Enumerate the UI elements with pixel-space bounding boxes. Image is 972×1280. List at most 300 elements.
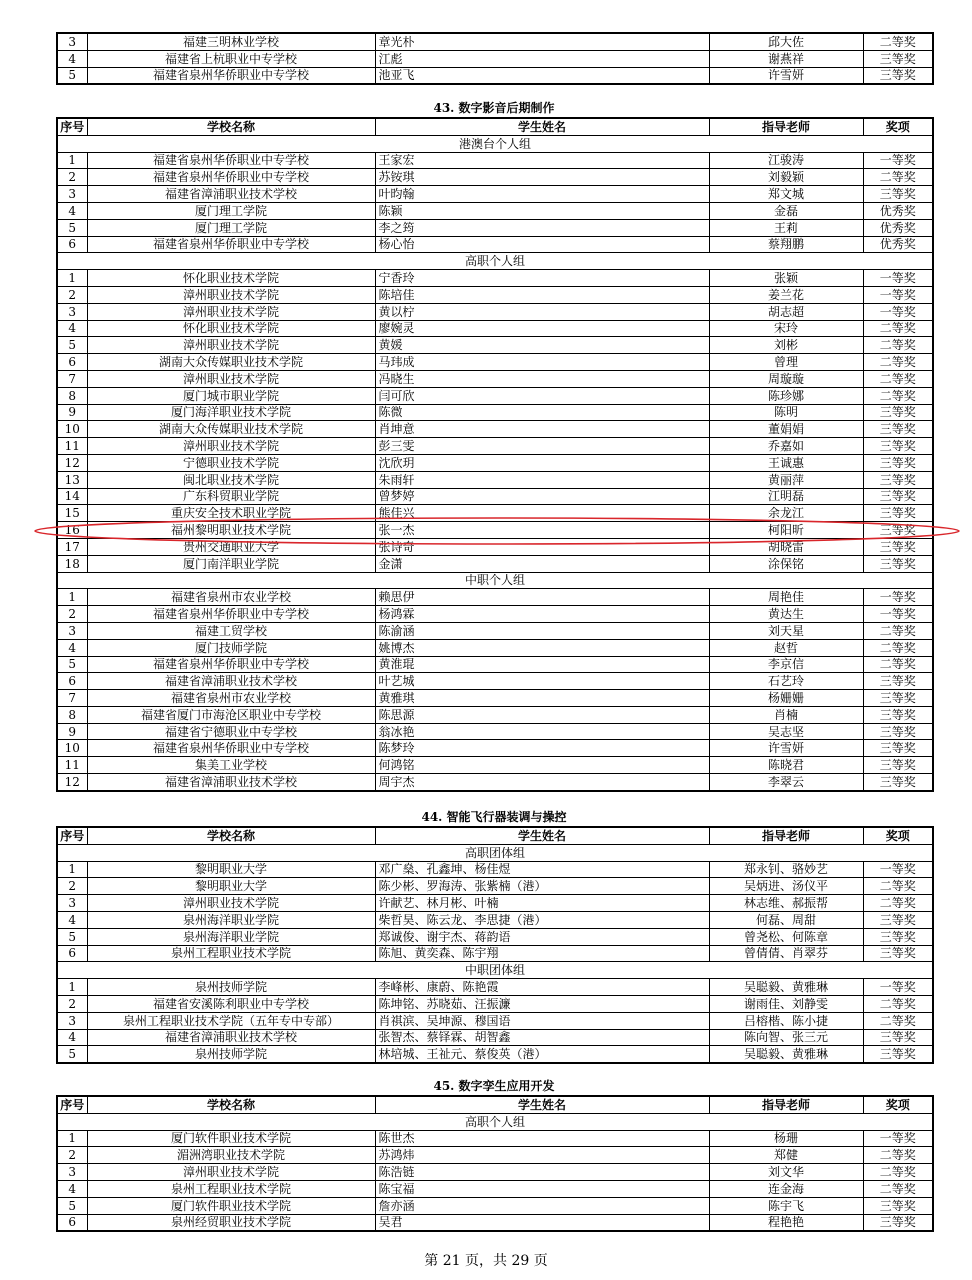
school-name-cell: 泉州工程职业技术学院	[87, 945, 375, 962]
award-cell: 二等奖	[863, 639, 933, 656]
school-name-cell: 漳州职业技术学院	[87, 303, 375, 320]
row-number-cell: 10	[57, 740, 87, 757]
teacher-name-cell: 蔡翔鹏	[709, 236, 863, 253]
table-row	[57, 1046, 933, 1063]
table-row	[57, 928, 933, 945]
teacher-name-cell: 黄丽萍	[709, 471, 863, 488]
table-row	[57, 861, 933, 878]
row-number-cell: 1	[57, 979, 87, 996]
school-name-cell: 黎明职业大学	[87, 861, 375, 878]
student-name-cell: 章光朴	[375, 33, 709, 50]
group-row	[57, 1113, 933, 1130]
row-number-cell: 9	[57, 404, 87, 421]
row-number-cell: 2	[57, 169, 87, 186]
school-name-cell: 福建工贸学校	[87, 622, 375, 639]
teacher-name-cell: 陈珍娜	[709, 387, 863, 404]
student-name-cell: 赖思伊	[375, 589, 709, 606]
row-number-cell: 1	[57, 270, 87, 287]
student-name-cell: 朱雨轩	[375, 471, 709, 488]
award-cell: 三等奖	[863, 454, 933, 471]
award-cell: 二等奖	[863, 1164, 933, 1181]
row-number-cell: 1	[57, 1130, 87, 1147]
teacher-name-cell: 陈宇飞	[709, 1197, 863, 1214]
school-name-cell: 漳州职业技术学院	[87, 1164, 375, 1181]
school-name-cell: 厦门南洋职业学院	[87, 555, 375, 572]
award-cell: 三等奖	[863, 690, 933, 707]
award-cell: 二等奖	[863, 320, 933, 337]
row-number-cell: 16	[57, 522, 87, 539]
table-row	[57, 979, 933, 996]
award-cell: 优秀奖	[863, 202, 933, 219]
school-name-cell: 福建省安溪陈利职业中专学校	[87, 995, 375, 1012]
school-name-cell: 厦门理工学院	[87, 219, 375, 236]
table-row	[57, 202, 933, 219]
table-row	[57, 740, 933, 757]
student-name-cell: 何鸿铭	[375, 757, 709, 774]
table-row	[57, 471, 933, 488]
row-number-cell: 2	[57, 995, 87, 1012]
teacher-name-cell: 王诚惠	[709, 454, 863, 471]
school-name-cell: 广东科贸职业学院	[87, 488, 375, 505]
table-row	[57, 555, 933, 572]
student-name-cell: 马玮成	[375, 354, 709, 371]
student-name-cell: 江彪	[375, 50, 709, 67]
row-number-cell: 3	[57, 303, 87, 320]
table-header-row	[57, 118, 933, 135]
teacher-name-cell: 吴聪毅、黄雅琳	[709, 1046, 863, 1063]
teacher-name-cell: 郑永钊、骆妙艺	[709, 861, 863, 878]
teacher-name-cell: 陈晓君	[709, 757, 863, 774]
award-cell: 二等奖	[863, 337, 933, 354]
student-name-cell: 叶昀翰	[375, 186, 709, 203]
table-row	[57, 656, 933, 673]
award-cell: 二等奖	[863, 878, 933, 895]
student-name-cell: 王家宏	[375, 152, 709, 169]
student-name-cell: 叶艺城	[375, 673, 709, 690]
table-row	[57, 33, 933, 50]
teacher-name-cell: 董娟娟	[709, 421, 863, 438]
table-row	[57, 354, 933, 371]
student-name-cell: 许献艺、林月彬、叶楠	[375, 895, 709, 912]
school-name-cell: 漳州职业技术学院	[87, 286, 375, 303]
student-name-cell: 闫可欣	[375, 387, 709, 404]
school-name-cell: 重庆安全技术职业学院	[87, 505, 375, 522]
teacher-name-cell: 柯阳昕	[709, 522, 863, 539]
student-name-cell: 沈欣玥	[375, 454, 709, 471]
school-name-cell: 泉州海洋职业学院	[87, 928, 375, 945]
table-row	[57, 706, 933, 723]
row-number-cell: 12	[57, 454, 87, 471]
teacher-name-cell: 余龙江	[709, 505, 863, 522]
award-cell: 二等奖	[863, 656, 933, 673]
teacher-name-cell: 杨姗姗	[709, 690, 863, 707]
award-cell: 三等奖	[863, 438, 933, 455]
student-name-cell: 周宇杰	[375, 774, 709, 791]
school-name-cell: 泉州工程职业技术学院（五年专中专部）	[87, 1012, 375, 1029]
table-row	[57, 639, 933, 656]
student-name-cell: 黄媛	[375, 337, 709, 354]
award-cell: 三等奖	[863, 945, 933, 962]
school-name-cell: 宁德职业技术学院	[87, 454, 375, 471]
teacher-name-cell: 谢燕祥	[709, 50, 863, 67]
teacher-name-cell: 连金海	[709, 1180, 863, 1197]
student-name-cell: 苏鸿炜	[375, 1147, 709, 1164]
student-name-cell: 陈颖	[375, 202, 709, 219]
student-name-cell: 池亚飞	[375, 67, 709, 84]
teacher-name-cell: 姜兰花	[709, 286, 863, 303]
award-cell: 二等奖	[863, 354, 933, 371]
student-name-cell: 张诗奇	[375, 538, 709, 555]
table-row	[57, 404, 933, 421]
row-number-cell: 7	[57, 690, 87, 707]
table-row	[57, 286, 933, 303]
row-number-cell: 5	[57, 337, 87, 354]
teacher-name-cell: 石艺玲	[709, 673, 863, 690]
table-row	[57, 1130, 933, 1147]
table-header-row	[57, 827, 933, 844]
award-cell: 二等奖	[863, 995, 933, 1012]
school-name-cell: 漳州职业技术学院	[87, 337, 375, 354]
row-number-cell: 2	[57, 1147, 87, 1164]
award-cell: 二等奖	[863, 169, 933, 186]
teacher-name-cell: 程艳艳	[709, 1214, 863, 1231]
table-row	[57, 370, 933, 387]
results-table	[56, 826, 934, 1064]
award-cell: 二等奖	[863, 387, 933, 404]
teacher-name-cell: 胡晓雷	[709, 538, 863, 555]
student-name-cell: 杨鸿霖	[375, 606, 709, 623]
student-name-cell: 黄雅琪	[375, 690, 709, 707]
student-name-cell: 曾梦婷	[375, 488, 709, 505]
school-name-cell: 厦门理工学院	[87, 202, 375, 219]
header-school-name: 学校名称	[87, 827, 375, 844]
student-name-cell: 肖祺滨、吴坤源、穆国语	[375, 1012, 709, 1029]
row-number-cell: 4	[57, 50, 87, 67]
teacher-name-cell: 胡志超	[709, 303, 863, 320]
row-number-cell: 5	[57, 928, 87, 945]
award-cell: 三等奖	[863, 706, 933, 723]
row-number-cell: 5	[57, 67, 87, 84]
row-number-cell: 4	[57, 639, 87, 656]
table-row	[57, 454, 933, 471]
teacher-name-cell: 赵哲	[709, 639, 863, 656]
teacher-name-cell: 吴聪毅、黄雅琳	[709, 979, 863, 996]
row-number-cell: 7	[57, 370, 87, 387]
student-name-cell: 黄淮琨	[375, 656, 709, 673]
table-row	[57, 1164, 933, 1181]
row-number-cell: 10	[57, 421, 87, 438]
table-row	[57, 895, 933, 912]
row-number-cell: 2	[57, 878, 87, 895]
table-row	[57, 1180, 933, 1197]
table-row	[57, 337, 933, 354]
student-name-cell: 陈少彬、罗海涛、张紫楠（港）	[375, 878, 709, 895]
table-row	[57, 169, 933, 186]
group-label: 中职团体组	[57, 962, 933, 979]
table-row	[57, 320, 933, 337]
row-number-cell: 6	[57, 354, 87, 371]
award-cell: 三等奖	[863, 1046, 933, 1063]
award-cell: 三等奖	[863, 555, 933, 572]
section-digital-twin	[56, 1077, 932, 1232]
group-row	[57, 253, 933, 270]
student-name-cell: 陈梦玲	[375, 740, 709, 757]
row-number-cell: 3	[57, 1164, 87, 1181]
award-cell: 一等奖	[863, 270, 933, 287]
teacher-name-cell: 吕榕楷、陈小捷	[709, 1012, 863, 1029]
award-cell: 三等奖	[863, 774, 933, 791]
teacher-name-cell: 金磊	[709, 202, 863, 219]
student-name-cell: 柴哲昊、陈云龙、李思捷（港）	[375, 911, 709, 928]
school-name-cell: 福建省泉州华侨职业中专学校	[87, 606, 375, 623]
school-name-cell: 福建省上杭职业中专学校	[87, 50, 375, 67]
teacher-name-cell: 王莉	[709, 219, 863, 236]
group-label: 港澳台个人组	[57, 135, 933, 152]
header-teacher-name: 指导老师	[709, 118, 863, 135]
table-row	[57, 421, 933, 438]
header-teacher-name: 指导老师	[709, 1096, 863, 1113]
table-row	[57, 995, 933, 1012]
award-cell: 一等奖	[863, 1130, 933, 1147]
results-table	[56, 117, 934, 792]
award-cell: 三等奖	[863, 471, 933, 488]
school-name-cell: 怀化职业技术学院	[87, 270, 375, 287]
school-name-cell: 福建省泉州华侨职业中专学校	[87, 67, 375, 84]
teacher-name-cell: 江骏涛	[709, 152, 863, 169]
award-cell: 三等奖	[863, 1197, 933, 1214]
table-row	[57, 1197, 933, 1214]
student-name-cell: 陈浩链	[375, 1164, 709, 1181]
school-name-cell: 福建省泉州市农业学校	[87, 690, 375, 707]
school-name-cell: 福建省漳浦职业技术学校	[87, 673, 375, 690]
teacher-name-cell: 邱大佐	[709, 33, 863, 50]
row-number-cell: 6	[57, 236, 87, 253]
row-number-cell: 3	[57, 1012, 87, 1029]
header-teacher-name: 指导老师	[709, 827, 863, 844]
table-row	[57, 1029, 933, 1046]
table-row	[57, 152, 933, 169]
award-cell: 一等奖	[863, 589, 933, 606]
teacher-name-cell: 陈向智、张三元	[709, 1029, 863, 1046]
teacher-name-cell: 刘彬	[709, 337, 863, 354]
row-number-cell: 3	[57, 622, 87, 639]
award-cell: 一等奖	[863, 303, 933, 320]
award-cell: 二等奖	[863, 895, 933, 912]
header-school-name: 学校名称	[87, 1096, 375, 1113]
row-number-cell: 9	[57, 723, 87, 740]
student-name-cell: 陈思源	[375, 706, 709, 723]
school-name-cell: 福建三明林业学校	[87, 33, 375, 50]
school-name-cell: 福建省厦门市海沧区职业中专学校	[87, 706, 375, 723]
row-number-cell: 4	[57, 202, 87, 219]
table-row	[57, 690, 933, 707]
school-name-cell: 集美工业学校	[87, 757, 375, 774]
teacher-name-cell: 何磊、周甜	[709, 911, 863, 928]
school-name-cell: 怀化职业技术学院	[87, 320, 375, 337]
student-name-cell: 冯晓生	[375, 370, 709, 387]
section-title: 45. 数字孪生应用开发	[433, 1079, 555, 1093]
school-name-cell: 厦门软件职业技术学院	[87, 1197, 375, 1214]
award-cell: 优秀奖	[863, 219, 933, 236]
school-name-cell: 福建省泉州华侨职业中专学校	[87, 236, 375, 253]
school-name-cell: 泉州工程职业技术学院	[87, 1180, 375, 1197]
row-number-cell: 5	[57, 219, 87, 236]
school-name-cell: 漳州职业技术学院	[87, 895, 375, 912]
student-name-cell: 林培城、王祉元、蔡俊英（港）	[375, 1046, 709, 1063]
row-number-cell: 5	[57, 1046, 87, 1063]
school-name-cell: 泉州经贸职业技术学院	[87, 1214, 375, 1231]
student-name-cell: 熊佳兴	[375, 505, 709, 522]
award-cell: 三等奖	[863, 404, 933, 421]
school-name-cell: 漳州职业技术学院	[87, 438, 375, 455]
header-student-name: 学生姓名	[375, 118, 709, 135]
row-number-cell: 4	[57, 1180, 87, 1197]
teacher-name-cell: 张颖	[709, 270, 863, 287]
teacher-name-cell: 许雪妍	[709, 67, 863, 84]
teacher-name-cell: 黄达生	[709, 606, 863, 623]
row-number-cell: 15	[57, 505, 87, 522]
table-row	[57, 488, 933, 505]
group-label: 中职个人组	[57, 572, 933, 589]
school-name-cell: 漳州职业技术学院	[87, 370, 375, 387]
row-number-cell: 11	[57, 438, 87, 455]
teacher-name-cell: 周艳佳	[709, 589, 863, 606]
school-name-cell: 厦门海洋职业技术学院	[87, 404, 375, 421]
award-cell: 三等奖	[863, 522, 933, 539]
group-row	[57, 572, 933, 589]
header-student-name: 学生姓名	[375, 1096, 709, 1113]
table-row	[57, 878, 933, 895]
table-row	[57, 522, 933, 539]
row-number-cell: 3	[57, 895, 87, 912]
teacher-name-cell: 刘毅颖	[709, 169, 863, 186]
header-award: 奖项	[863, 118, 933, 135]
teacher-name-cell: 郑健	[709, 1147, 863, 1164]
row-number-cell: 1	[57, 589, 87, 606]
school-name-cell: 湖南大众传媒职业技术学院	[87, 421, 375, 438]
teacher-name-cell: 许雪妍	[709, 740, 863, 757]
award-cell: 二等奖	[863, 1012, 933, 1029]
student-name-cell: 李之筠	[375, 219, 709, 236]
student-name-cell: 宁香玲	[375, 270, 709, 287]
row-number-cell: 13	[57, 471, 87, 488]
student-name-cell: 彭三雯	[375, 438, 709, 455]
teacher-name-cell: 陈明	[709, 404, 863, 421]
table-row	[57, 219, 933, 236]
school-name-cell: 泉州技师学院	[87, 1046, 375, 1063]
table-row	[57, 236, 933, 253]
teacher-name-cell: 谢雨佳、刘静雯	[709, 995, 863, 1012]
award-cell: 一等奖	[863, 152, 933, 169]
student-name-cell: 姚博杰	[375, 639, 709, 656]
student-name-cell: 吴君	[375, 1214, 709, 1231]
row-number-cell: 5	[57, 656, 87, 673]
student-name-cell: 张智杰、蔡铎霖、胡智鑫	[375, 1029, 709, 1046]
header-row-number: 序号	[57, 1096, 87, 1113]
row-number-cell: 2	[57, 286, 87, 303]
results-table	[56, 32, 934, 85]
teacher-name-cell: 吴炳进、汤仪平	[709, 878, 863, 895]
student-name-cell: 郑诚俊、谢宇杰、蒋韵语	[375, 928, 709, 945]
teacher-name-cell: 郑文城	[709, 186, 863, 203]
row-number-cell: 2	[57, 606, 87, 623]
school-name-cell: 福建省泉州华侨职业中专学校	[87, 152, 375, 169]
section-table-continued	[56, 32, 932, 85]
award-cell: 一等奖	[863, 861, 933, 878]
header-row-number: 序号	[57, 827, 87, 844]
student-name-cell: 金潇	[375, 555, 709, 572]
award-cell: 一等奖	[863, 286, 933, 303]
table-header-row	[57, 1096, 933, 1113]
award-cell: 三等奖	[863, 538, 933, 555]
row-number-cell: 3	[57, 186, 87, 203]
table-row	[57, 303, 933, 320]
group-label: 高职团体组	[57, 844, 933, 861]
student-name-cell: 杨心怡	[375, 236, 709, 253]
award-cell: 三等奖	[863, 928, 933, 945]
table-row	[57, 757, 933, 774]
teacher-name-cell: 曾尧松、何陈章	[709, 928, 863, 945]
award-cell: 三等奖	[863, 488, 933, 505]
row-number-cell: 8	[57, 387, 87, 404]
award-cell: 二等奖	[863, 1180, 933, 1197]
school-name-cell: 福建省泉州华侨职业中专学校	[87, 740, 375, 757]
table-row	[57, 387, 933, 404]
row-number-cell: 5	[57, 1197, 87, 1214]
student-name-cell: 陈世杰	[375, 1130, 709, 1147]
row-number-cell: 1	[57, 861, 87, 878]
row-number-cell: 4	[57, 1029, 87, 1046]
header-award: 奖项	[863, 827, 933, 844]
school-name-cell: 贵州交通职业大学	[87, 538, 375, 555]
teacher-name-cell: 肖楠	[709, 706, 863, 723]
school-name-cell: 福建省泉州市农业学校	[87, 589, 375, 606]
award-cell: 三等奖	[863, 1214, 933, 1231]
award-cell: 二等奖	[863, 33, 933, 50]
group-label: 高职个人组	[57, 253, 933, 270]
row-number-cell: 6	[57, 945, 87, 962]
award-cell: 三等奖	[863, 1029, 933, 1046]
award-cell: 二等奖	[863, 622, 933, 639]
award-cell: 三等奖	[863, 673, 933, 690]
teacher-name-cell: 吴志坚	[709, 723, 863, 740]
section-smart-aircraft	[56, 808, 932, 1064]
teacher-name-cell: 乔嘉如	[709, 438, 863, 455]
section-title: 43. 数字影音后期制作	[433, 101, 555, 115]
table-row	[57, 1214, 933, 1231]
award-cell: 三等奖	[863, 723, 933, 740]
school-name-cell: 厦门软件职业技术学院	[87, 1130, 375, 1147]
student-name-cell: 邓广燊、孔鑫坤、杨佳煜	[375, 861, 709, 878]
school-name-cell: 厦门城市职业学院	[87, 387, 375, 404]
school-name-cell: 福建省泉州华侨职业中专学校	[87, 169, 375, 186]
school-name-cell: 湖南大众传媒职业技术学院	[87, 354, 375, 371]
row-number-cell: 14	[57, 488, 87, 505]
teacher-name-cell: 杨珊	[709, 1130, 863, 1147]
student-name-cell: 肖坤意	[375, 421, 709, 438]
student-name-cell: 李峰彬、康蔚、陈艳霞	[375, 979, 709, 996]
header-row-number: 序号	[57, 118, 87, 135]
table-row	[57, 1147, 933, 1164]
school-name-cell: 福州黎明职业技术学院	[87, 522, 375, 539]
row-number-cell: 4	[57, 320, 87, 337]
table-row	[57, 67, 933, 84]
table-row	[57, 774, 933, 791]
row-number-cell: 18	[57, 555, 87, 572]
student-name-cell: 陈渝涵	[375, 622, 709, 639]
award-cell: 优秀奖	[863, 236, 933, 253]
school-name-cell: 厦门技师学院	[87, 639, 375, 656]
